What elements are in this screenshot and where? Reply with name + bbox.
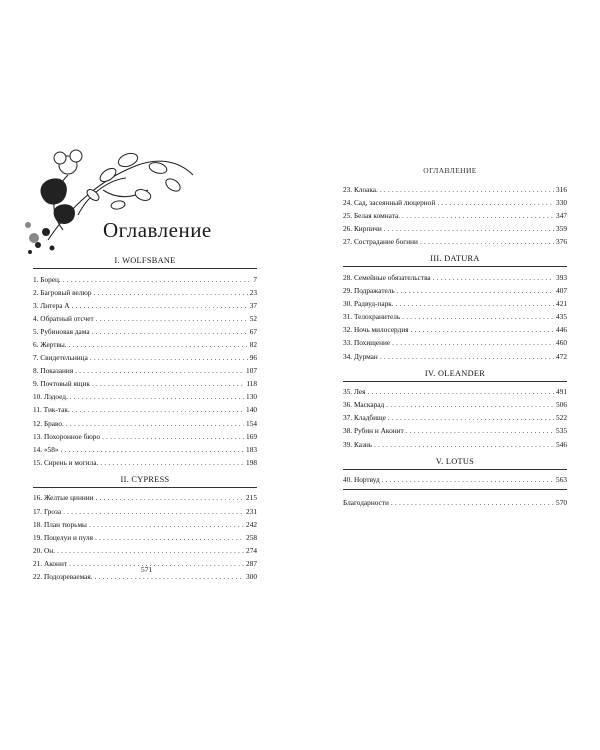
entry-page: 376: [556, 237, 567, 247]
toc-entry[interactable]: [33, 443, 257, 456]
entry-page: 118: [246, 379, 257, 389]
dot-leader: [411, 323, 554, 336]
entry-page: 506: [556, 400, 567, 410]
toc-entry[interactable]: [33, 325, 257, 338]
entry-page: 258: [246, 532, 257, 542]
entry-title: 27. Сострадание богини: [343, 237, 418, 247]
dot-leader: [66, 417, 244, 430]
entry-page: 407: [556, 286, 567, 296]
dot-leader: [388, 411, 554, 424]
entry-title: 5. Рубиновая дама: [33, 326, 90, 336]
entry-page: 563: [556, 475, 567, 485]
toc-entry[interactable]: [33, 312, 257, 325]
dot-leader: [437, 196, 554, 209]
entry-title: 39. Казнь: [343, 439, 373, 449]
dot-leader: [384, 222, 554, 235]
dot-leader: [100, 456, 244, 469]
toc-entry[interactable]: [343, 473, 567, 486]
entry-page: 472: [556, 351, 567, 361]
dot-leader: [89, 518, 244, 531]
toc-heading: Оглавление: [103, 218, 212, 242]
dot-leader: [392, 336, 554, 349]
dot-leader: [95, 531, 244, 544]
entry-page: 393: [556, 272, 567, 282]
toc-entry[interactable]: [343, 398, 567, 411]
entry-page: 491: [556, 387, 567, 397]
dot-leader: [402, 310, 554, 323]
toc-entry[interactable]: [33, 403, 257, 416]
entry-title: 29. Подражатель: [343, 286, 395, 296]
entry-title: 1. Борец.: [33, 274, 61, 284]
toc-entry[interactable]: [343, 496, 567, 509]
dot-leader: [380, 183, 554, 196]
entry-page: 198: [246, 457, 257, 467]
toc-entry[interactable]: [33, 299, 257, 312]
dot-leader: [75, 364, 244, 377]
part-section: [343, 252, 567, 362]
toc-entry[interactable]: [343, 271, 567, 284]
entry-title: 4. Обратный отсчет: [33, 313, 94, 323]
page-number: 571: [141, 565, 153, 574]
dot-leader: [61, 443, 245, 456]
toc-entry[interactable]: [33, 531, 257, 544]
toc-entry[interactable]: [33, 351, 257, 364]
entry-title: 35. Лея: [343, 387, 366, 397]
running-head: ОГЛАВЛЕНИЕ: [423, 166, 477, 175]
entry-page: 300: [246, 571, 257, 581]
entry-page: 67: [249, 326, 257, 336]
entry-page: 130: [246, 392, 257, 402]
entry-title: 21. Аконит: [33, 558, 68, 568]
entry-title: 31. Телохранитель: [343, 312, 401, 322]
dot-leader: [92, 325, 248, 338]
entry-title: 12. Браво.: [33, 418, 64, 428]
toc-entry[interactable]: [33, 364, 257, 377]
entry-page: 330: [556, 198, 567, 208]
toc-entry[interactable]: [343, 297, 567, 310]
dot-leader: [96, 312, 248, 325]
dot-leader: [367, 385, 554, 398]
entry-page: 154: [246, 418, 257, 428]
entry-page: 287: [246, 558, 257, 568]
entry-title: 13. Похоронное бюро: [33, 431, 101, 441]
entry-title: 28. Семейные обязательства: [343, 272, 431, 282]
part-title: I. WOLFSBANE: [33, 254, 257, 269]
entry-title: 16. Желтые циннии: [33, 493, 94, 503]
dot-leader: [397, 284, 554, 297]
right-page: [300, 0, 600, 750]
dot-leader: [374, 438, 554, 451]
entry-page: 107: [246, 366, 257, 376]
entry-page: 446: [556, 325, 567, 335]
dot-leader: [396, 297, 554, 310]
entry-page: 242: [246, 519, 257, 529]
entry-page: 23: [249, 287, 257, 297]
entry-page: 347: [556, 211, 567, 221]
toc-entry[interactable]: [33, 430, 257, 443]
toc-entry[interactable]: [33, 390, 257, 403]
dot-leader: [406, 424, 554, 437]
entry-title: 10. Лэдоед.: [33, 392, 68, 402]
dot-leader: [402, 209, 554, 222]
entry-title: 33. Похищение: [343, 338, 391, 348]
toc-right-column: [343, 183, 567, 513]
entry-page: 169: [246, 431, 257, 441]
dot-leader: [93, 286, 247, 299]
toc-entry[interactable]: [343, 209, 567, 222]
entry-page: 316: [556, 185, 567, 194]
dot-leader: [57, 544, 244, 557]
entry-page: 231: [246, 506, 257, 516]
toc-entry[interactable]: [343, 235, 567, 248]
toc-entry[interactable]: [343, 424, 567, 437]
entry-page: 52: [249, 313, 257, 323]
part-section: [33, 254, 257, 469]
toc-entry[interactable]: [343, 183, 567, 196]
entry-title: 15. Сирень и могила.: [33, 457, 99, 467]
dot-leader: [96, 491, 244, 504]
dot-leader: [380, 350, 554, 363]
dot-leader: [433, 271, 554, 284]
entry-title: 22. Подозреваемая.: [33, 571, 93, 581]
part-title: II. CYPRESS: [33, 473, 257, 488]
entry-title: 19. Поцелуи и пуля: [33, 532, 93, 542]
entry-page: 570: [556, 498, 567, 508]
entry-title: 17. Гроза: [33, 506, 62, 516]
toc-entry[interactable]: [343, 284, 567, 297]
entry-title: 14. «58»: [33, 444, 59, 454]
entry-page: 546: [556, 439, 567, 449]
dot-leader: [69, 338, 248, 351]
dot-leader: [386, 398, 554, 411]
entry-title: 11. Тик-так.: [33, 405, 70, 415]
part-title: V. LOTUS: [343, 455, 567, 470]
toc-entry[interactable]: [33, 505, 257, 518]
toc-entry[interactable]: [33, 544, 257, 557]
toc-entry[interactable]: [343, 350, 567, 363]
toc-left-column: [33, 254, 257, 583]
entry-page: 140: [246, 405, 257, 415]
toc-entry[interactable]: [33, 456, 257, 469]
entry-title: 24. Сад, засеянный люцерной: [343, 198, 436, 208]
toc-entry[interactable]: [33, 491, 257, 504]
entry-title: 30. Радвуд-парк.: [343, 299, 394, 309]
toc-entry[interactable]: [343, 385, 567, 398]
dot-leader: [420, 235, 554, 248]
entry-page: 522: [556, 413, 567, 423]
entry-page: 359: [556, 224, 567, 234]
dot-leader: [63, 505, 244, 518]
toc-entry[interactable]: [33, 377, 257, 390]
entry-page: 82: [249, 339, 257, 349]
dot-leader: [391, 496, 554, 509]
entry-title: 37. Кладбище: [343, 413, 386, 423]
dot-leader: [382, 473, 554, 486]
entry-title: 8. Показания: [33, 366, 74, 376]
dot-leader: [92, 377, 244, 390]
entry-title: 18. План тюрьмы: [33, 519, 87, 529]
entry-title: 25. Белая комната.: [343, 211, 401, 221]
dot-leader: [70, 390, 244, 403]
toc-entry[interactable]: [343, 438, 567, 451]
part-section: [343, 455, 567, 510]
entry-page: 421: [556, 299, 567, 309]
dot-leader: [102, 430, 244, 443]
continued-section: [343, 183, 567, 248]
dot-leader: [95, 570, 244, 583]
entry-title: Благодарности: [343, 498, 389, 508]
entry-title: 26. Кирпичи: [343, 224, 382, 234]
entry-page: 274: [246, 545, 257, 555]
toc-entry[interactable]: [33, 273, 257, 286]
dot-leader: [72, 299, 248, 312]
entry-title: 9. Почтовый ящик: [33, 379, 90, 389]
dot-leader: [90, 351, 248, 364]
entry-page: 37: [249, 300, 257, 310]
toc-entry[interactable]: [33, 338, 257, 351]
entry-title: 32. Ночь милосердия: [343, 325, 409, 335]
part-title: III. DATURA: [343, 252, 567, 267]
entry-title: 34. Дурман: [343, 351, 378, 361]
toc-entry[interactable]: [343, 196, 567, 209]
toc-entry[interactable]: [343, 222, 567, 235]
part-title: IV. OLEANDER: [343, 367, 567, 382]
entry-title: 20. Он.: [33, 545, 55, 555]
entry-title: 7. Свидетельница: [33, 353, 88, 363]
entry-title: 40. Нортвуд: [343, 475, 380, 485]
toc-entry[interactable]: [33, 518, 257, 531]
entry-title: 6. Жертвы.: [33, 339, 67, 349]
dot-leader: [69, 557, 244, 570]
toc-entry[interactable]: [343, 336, 567, 349]
toc-entry[interactable]: [343, 310, 567, 323]
dot-leader: [63, 273, 252, 286]
entry-page: 435: [556, 312, 567, 322]
section-divider: [343, 489, 567, 490]
entry-page: 535: [556, 426, 567, 436]
entry-page: 460: [556, 338, 567, 348]
part-section: [343, 367, 567, 451]
entry-page: 183: [246, 444, 257, 454]
entry-page: 96: [249, 353, 257, 363]
entry-title: 2. Багровый велюр: [33, 287, 92, 297]
entry-title: 23. Клоака.: [343, 185, 378, 194]
entry-title: 38. Рубин и Аконит: [343, 426, 404, 436]
toc-entry[interactable]: [343, 323, 567, 336]
toc-entry[interactable]: [343, 411, 567, 424]
entry-title: 36. Маскарад: [343, 400, 385, 410]
toc-entry[interactable]: [33, 286, 257, 299]
entry-page: 7: [253, 274, 257, 284]
dot-leader: [72, 403, 244, 416]
toc-entry[interactable]: [33, 417, 257, 430]
entry-page: 215: [246, 493, 257, 503]
entry-title: 3. Литера А: [33, 300, 70, 310]
